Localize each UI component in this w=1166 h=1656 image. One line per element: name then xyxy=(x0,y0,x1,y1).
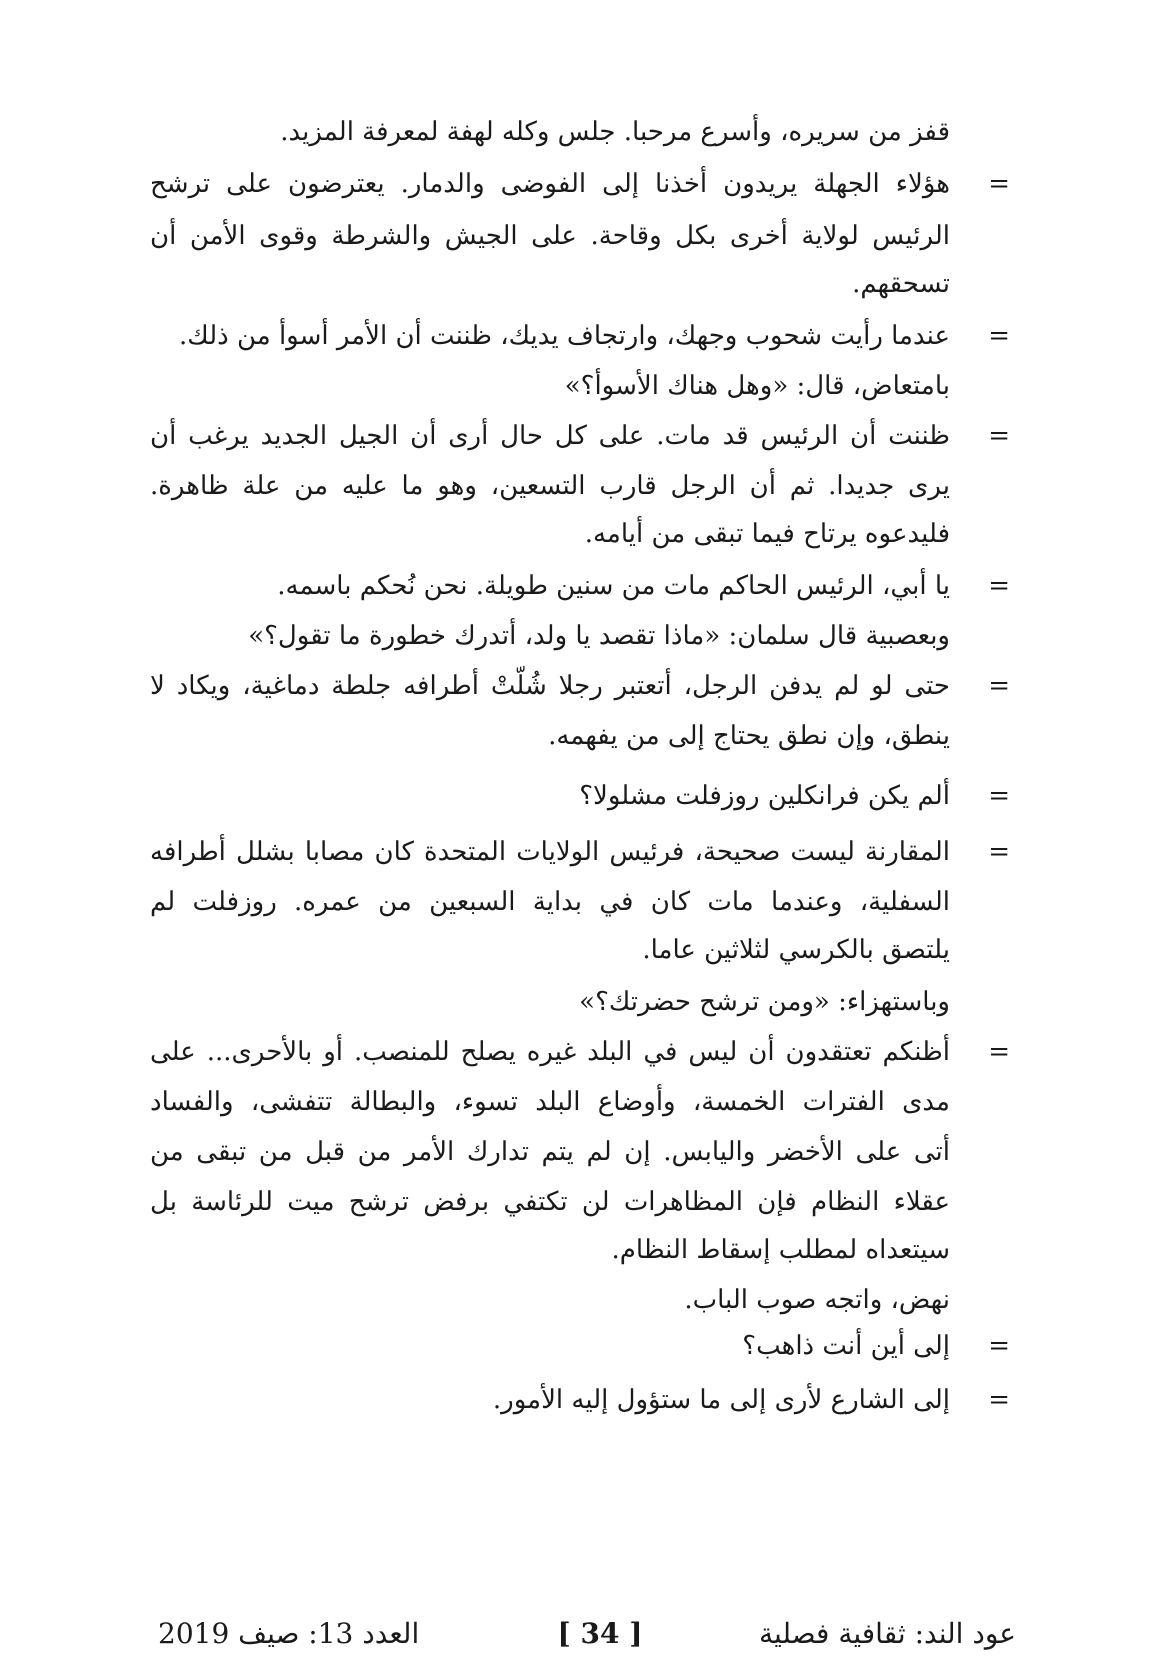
text-line: أتى على الأخضر واليابس. إن لم يتم تدارك الأمر من قبل من تبقى من xyxy=(150,1137,950,1167)
dialogue-marker: = xyxy=(988,571,1010,601)
dialogue-line: إلى الشارع لأرى إلى ما ستؤول إليه الأمور. xyxy=(492,1385,950,1415)
text-line: سيتعداه لمطلب إسقاط النظام. xyxy=(611,1235,950,1265)
dialogue-line: يا أبي، الرئيس الحاكم مات من سنين طويلة. نحن نُحكم باسمه. xyxy=(277,571,950,601)
dialogue-line: المقارنة ليست صحيحة، فرئيس الولايات المتحدة كان مصابا بشلل أطرافه xyxy=(150,837,950,867)
text-line: وبعصبية قال سلمان: «ماذا تقصد يا ولد، أتدرك خطورة ما تقول؟» xyxy=(248,621,950,651)
text-line: تسحقهم. xyxy=(852,269,950,299)
footer-issue-info: العدد 13: صيف 2019 xyxy=(158,1617,420,1650)
dialogue-line: ألم يكن فرانكلين روزفلت مشلولا؟ xyxy=(579,781,950,811)
text-line: يلتصق بالكرسي لثلاثين عاما. xyxy=(642,935,950,965)
footer-page-number: [ 34 ] xyxy=(557,1617,643,1650)
text-line: بامتعاض، قال: «وهل هناك الأسوأ؟» xyxy=(564,371,950,401)
dialogue-marker: = xyxy=(988,1331,1010,1361)
dialogue-line: هؤلاء الجهلة يريدون أخذنا إلى الفوضى والدمار. يعترضون على ترشح xyxy=(150,169,950,199)
dialogue-line: أظنكم تعتقدون أن ليس في البلد غيره يصلح للمنصب. أو بالأحرى... على xyxy=(150,1037,950,1067)
dialogue-marker: = xyxy=(988,837,1010,867)
dialogue-marker: = xyxy=(988,671,1010,701)
text-line: ينطق، وإن نطق يحتاج إلى من يفهمه. xyxy=(548,721,950,751)
dialogue-marker: = xyxy=(988,781,1010,811)
dialogue-marker: = xyxy=(988,169,1010,199)
text-line: وباستهزاء: «ومن ترشح حضرتك؟» xyxy=(579,987,950,1017)
footer-journal-title: عود الند: ثقافية فصلية xyxy=(759,1617,1016,1650)
dialogue-line: حتى لو لم يدفن الرجل، أتعتبر رجلا شُلّتْ أطرافه جلطة دماغية، ويكاد لا xyxy=(150,671,950,701)
dialogue-marker: = xyxy=(988,1385,1010,1415)
text-line: قفز من سريره، وأسرع مرحبا. جلس وكله لهفة لمعرفة المزيد. xyxy=(280,117,950,147)
text-line: عقلاء النظام فإن المظاهرات لن تكتفي برفض ترشح ميت للرئاسة بل xyxy=(150,1187,950,1217)
dialogue-marker: = xyxy=(988,421,1010,451)
text-line: السفلية، وعندما مات كان في بداية السبعين من عمره. روزفلت لم xyxy=(150,887,950,917)
text-line: فليدعوه يرتاح فيما تبقى من أيامه. xyxy=(584,519,950,549)
dialogue-line: ظننت أن الرئيس قد مات. على كل حال أرى أن الجيل الجديد يرغب أن xyxy=(150,421,950,451)
text-line: مدى الفترات الخمسة، وأوضاع البلد تسوء، والبطالة تتفشى، والفساد xyxy=(150,1087,950,1117)
text-line: نهض، واتجه صوب الباب. xyxy=(684,1285,950,1315)
text-line: الرئيس لولاية أخرى بكل وقاحة. على الجيش والشرطة وقوى الأمن أن xyxy=(150,221,950,251)
text-line: يرى جديدا. ثم أن الرجل قارب التسعين، وهو ما عليه من علة ظاهرة. xyxy=(150,471,950,501)
dialogue-marker: = xyxy=(988,1037,1010,1067)
dialogue-line: عندما رأيت شحوب وجهك، وارتجاف يديك، ظننت أن الأمر أسوأ من ذلك. xyxy=(179,321,950,351)
dialogue-marker: = xyxy=(988,321,1010,351)
dialogue-line: إلى أين أنت ذاهب؟ xyxy=(742,1331,950,1361)
